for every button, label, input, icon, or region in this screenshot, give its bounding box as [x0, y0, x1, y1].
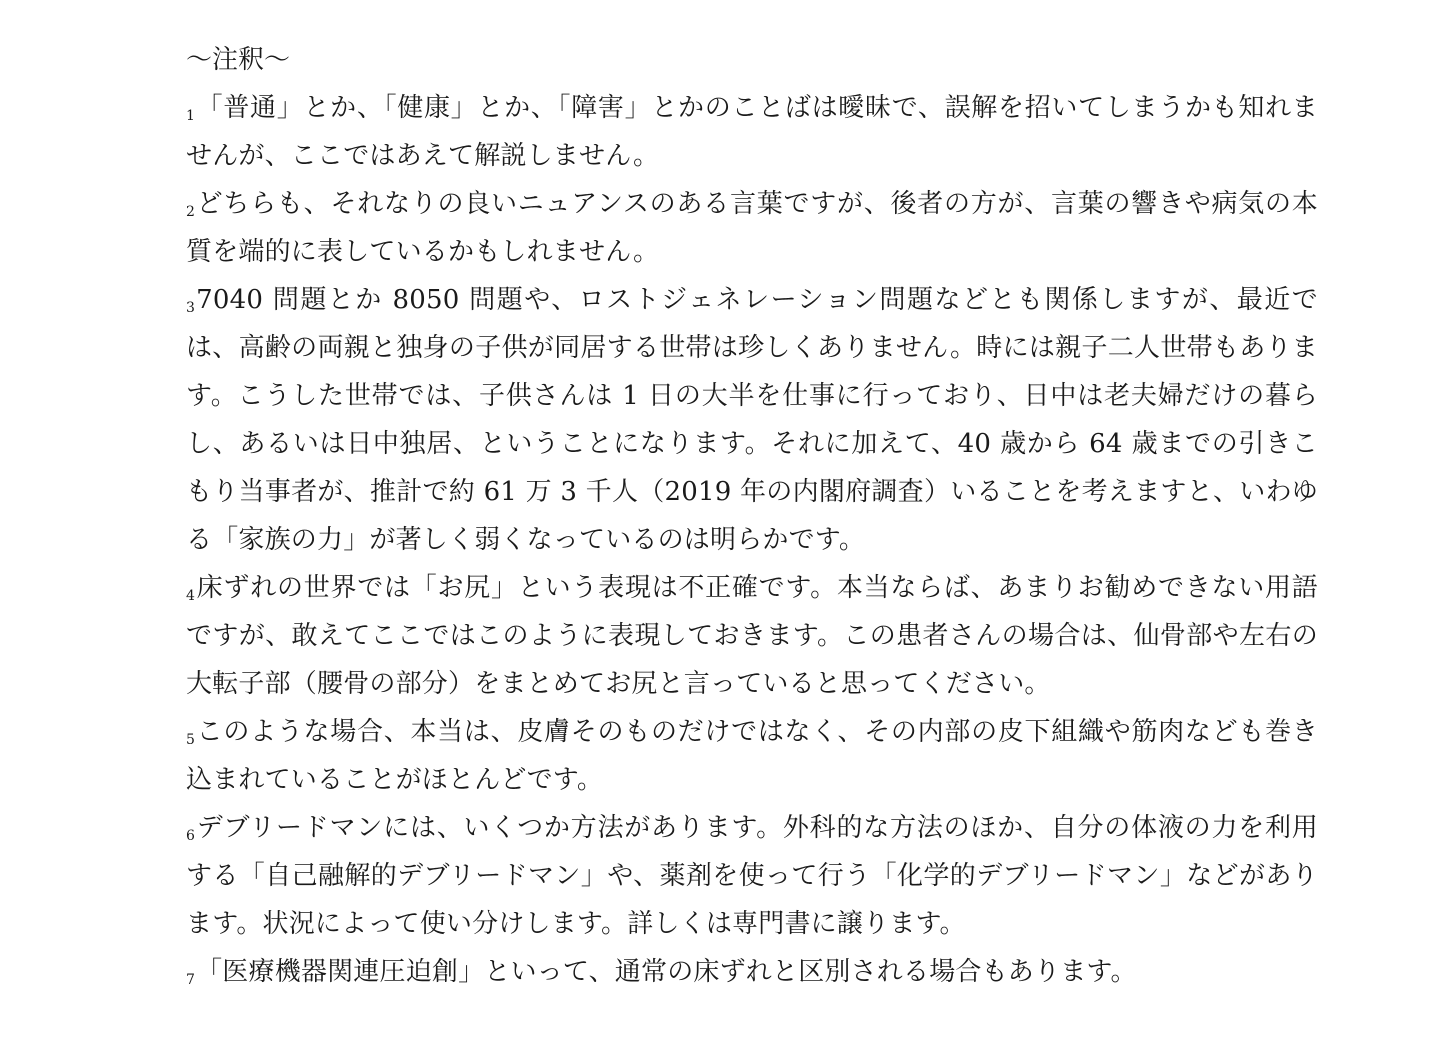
- footnote-text: 「普通」とか、「健康」とか、「障害」とかのことばは曖昧で、誤解を招いてしまうかも知れませんが、ここではあえて解説しません。: [186, 93, 1318, 171]
- footnote-text: 「医療機器関連圧迫創」といって、通常の床ずれと区別される場合もあります。: [196, 957, 1137, 987]
- footnote-number: 6: [186, 828, 196, 844]
- footnote-5: [186, 708, 1318, 804]
- footnote-text: どちらも、それなりの良いニュアンスのある言葉ですが、後者の方が、言葉の響きや病気の本質を端的に表しているかもしれません。: [186, 189, 1318, 267]
- footnote-3: [186, 276, 1318, 564]
- footnote-1: [186, 84, 1318, 180]
- footnote-text: 床ずれの世界では「お尻」という表現は不正確です。本当ならば、あまりお勧めできない用語ですが、敢えてここではこのように表現しておきます。この患者さんの場合は、仙骨部や左右の大転子部（腰骨の部分）をまとめてお尻と言っていると思ってください。: [186, 573, 1318, 699]
- footnotes-section: [186, 36, 1318, 996]
- footnote-text: 7040 問題とか 8050 問題や、ロストジェネレーション問題などとも関係しますが、最近では、高齢の両親と独身の子供が同居する世帯は珍しくありません。時には親子二人世帯もあります。こうした世帯では、子供さんは 1 日の大半を仕事に行っており、日中は老夫婦だけの暮らし、あるいは日中独居、ということになります。それに加えて、40 歳から 64 歳までの引きこもり当事者が、推計で約 61 万 3 千人（2019 年の内閣府調査）いることを考えますと、いわゆる「家族の力」が著しく弱くなっているのは明らかです。: [186, 285, 1318, 555]
- footnote-number: 1: [186, 108, 196, 124]
- footnote-7: [186, 948, 1318, 996]
- footnote-text: このような場合、本当は、皮膚そのものだけではなく、その内部の皮下組織や筋肉なども巻き込まれていることがほとんどです。: [186, 717, 1318, 795]
- footnote-number: 4: [186, 588, 196, 604]
- footnote-number: 7: [186, 972, 196, 988]
- notes-heading: 〜注釈〜: [186, 45, 291, 75]
- footnote-number: 2: [186, 204, 196, 220]
- footnote-2: [186, 180, 1318, 276]
- footnote-number: 5: [186, 732, 196, 748]
- footnote-6: [186, 804, 1318, 948]
- footnote-4: [186, 564, 1318, 708]
- footnote-number: 3: [186, 300, 196, 316]
- footnote-text: デブリードマンには、いくつか方法があります。外科的な方法のほか、自分の体液の力を利用する「自己融解的デブリードマン」や、薬剤を使って行う「化学的デブリードマン」などがあります。状況によって使い分けします。詳しくは専門書に譲ります。: [186, 813, 1318, 939]
